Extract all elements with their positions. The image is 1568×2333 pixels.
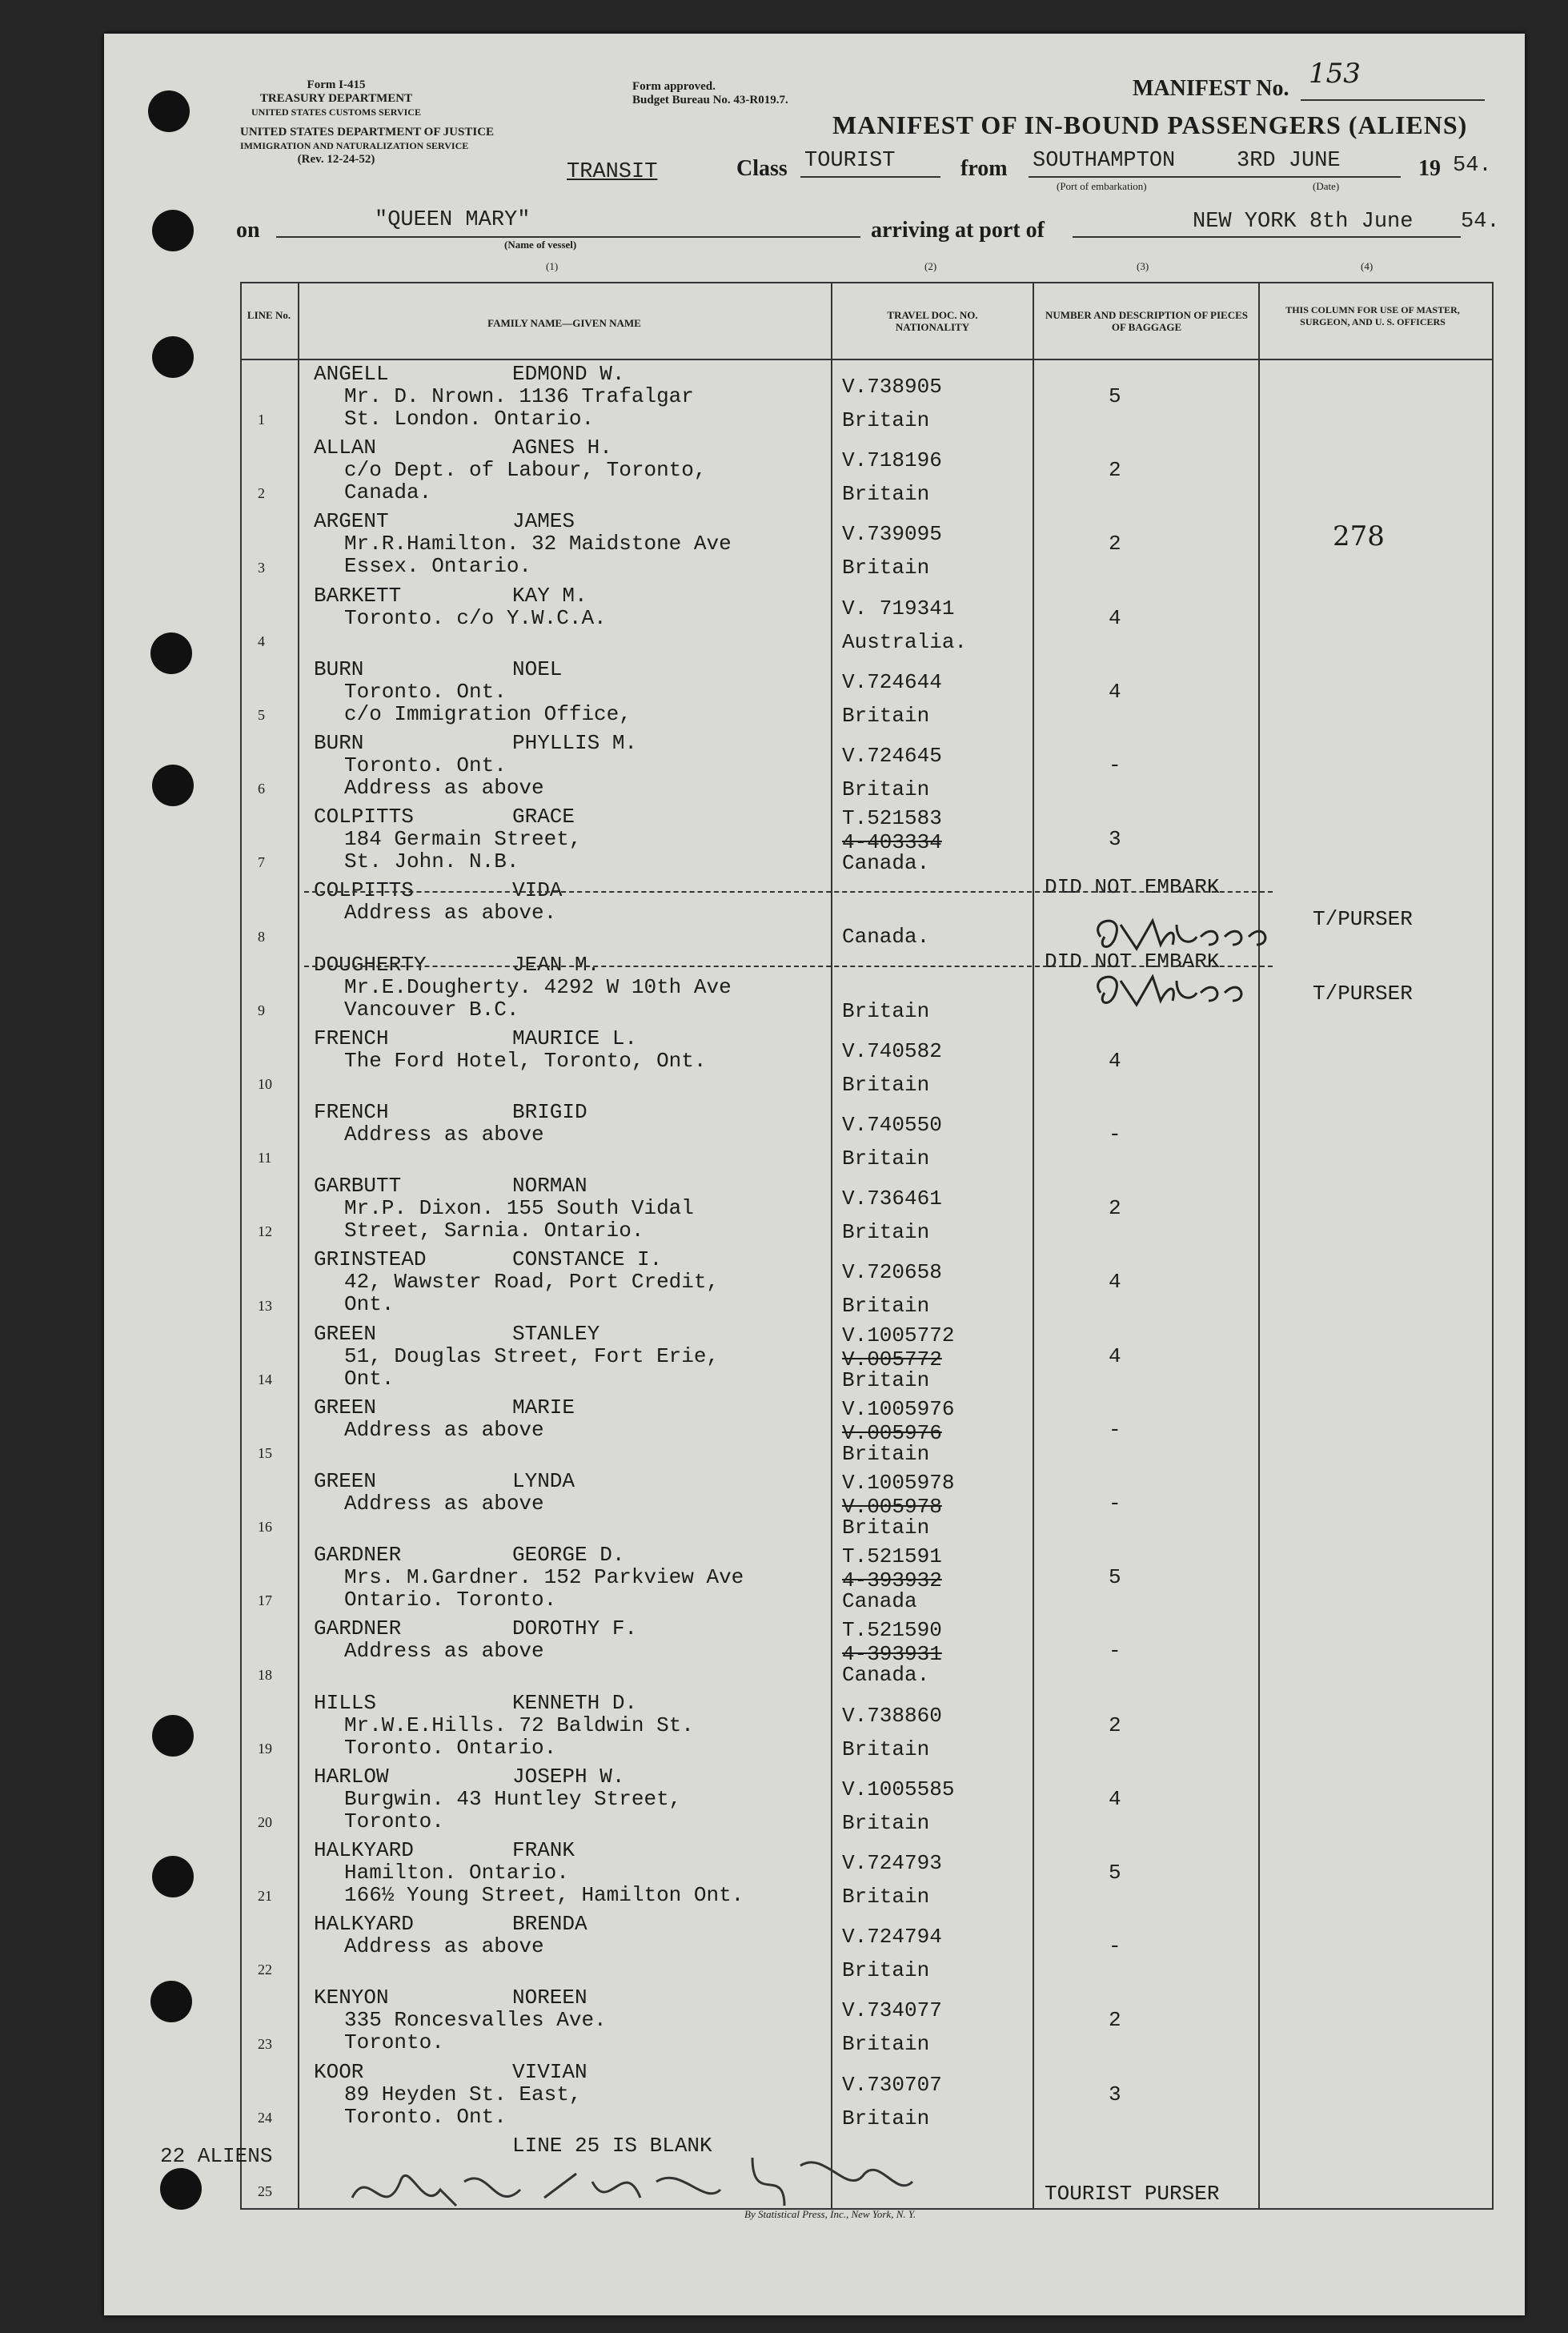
family-name: BARKETT [314, 583, 402, 608]
address-line-2: Toronto. Ont. [344, 2104, 507, 2129]
address-line-1: The Ford Hotel, Toronto, Ont. [344, 1048, 707, 1073]
vessel-name: "QUEEN MARY" [375, 208, 531, 232]
header-baggage: NUMBER AND DESCRIPTION OF PIECES OF BAGGAGE [1045, 309, 1249, 333]
given-name: GRACE [512, 805, 575, 829]
family-name: BURN [314, 731, 364, 755]
arrival-year: 54. [1461, 210, 1500, 234]
transit-label: TRANSIT [567, 160, 658, 184]
line-number: 11 [258, 1150, 272, 1166]
address-line-2: Ontario. Toronto. [344, 1588, 557, 1612]
line-number: 25 [258, 2182, 272, 2199]
baggage-count: 2 [1109, 458, 1121, 483]
table-row [240, 1541, 1492, 1615]
given-name: NORMAN [512, 1174, 587, 1199]
family-name: ARGENT [314, 509, 389, 534]
on-label: on [236, 218, 260, 243]
address-line-1: Mr.W.E.Hills. 72 Baldwin St. [344, 1713, 694, 1737]
line-number: 10 [258, 1075, 272, 1092]
family-name: GARDNER [314, 1616, 402, 1641]
address-line-1: Address as above [344, 1122, 544, 1146]
line-number: 22 [258, 1962, 272, 1978]
travel-doc-number: V.734077 [842, 1998, 942, 2023]
travel-doc-old: 4-393931 [842, 1642, 942, 1667]
address-line-1: 42, Wawster Road, Port Credit, [344, 1270, 720, 1295]
table-row [240, 1689, 1492, 1763]
port-underline [1029, 176, 1237, 178]
travel-doc-number: T.521590 [842, 1618, 942, 1643]
vessel-caption: (Name of vessel) [504, 239, 577, 251]
given-name: CONSTANCE I. [512, 1247, 663, 1272]
table-row [240, 1837, 1492, 1910]
table-row [240, 1763, 1492, 1837]
header-line-no: LINE No. [247, 309, 291, 321]
year-value: 54. [1453, 154, 1492, 178]
nationality: Britain [842, 1737, 930, 1761]
travel-doc-number: V.724794 [842, 1925, 942, 1950]
family-name: DOUGHERTY [314, 952, 427, 977]
manifest-number-label: MANIFEST No. [1133, 76, 1289, 101]
travel-doc-number: V.740582 [842, 1038, 942, 1063]
baggage-note: DID NOT EMBARK [1045, 949, 1220, 974]
nationality: Britain [842, 2032, 930, 2057]
address-line-1: Toronto. Ont. [344, 753, 507, 777]
address-line-1: Mr.R.Hamilton. 32 Maidstone Ave [344, 532, 732, 556]
binder-hole [152, 210, 194, 251]
purser-note: T/PURSER [1313, 907, 1413, 932]
table-row [240, 1394, 1492, 1468]
purser-note: T/PURSER [1313, 981, 1413, 1006]
travel-doc-number: T.521583 [842, 806, 942, 831]
binder-hole [148, 90, 190, 132]
col2-num: (2) [924, 260, 937, 272]
address-line-2: Toronto. [344, 2030, 444, 2055]
table-row [240, 1910, 1492, 1984]
given-name: PHYLLIS M. [512, 731, 638, 755]
travel-doc-number: V.736461 [842, 1187, 942, 1211]
address-line-2: Toronto. [344, 1809, 444, 1833]
baggage-count: - [1109, 1122, 1121, 1146]
given-name: KAY M. [512, 583, 587, 608]
nationality: Australia. [842, 629, 968, 654]
arrival-underline [1073, 236, 1461, 238]
family-name: FRENCH [314, 1026, 389, 1050]
line-number: 7 [258, 854, 265, 871]
address-line-2: St. John. N.B. [344, 849, 519, 874]
baggage-note: DID NOT EMBARK [1045, 875, 1220, 900]
family-name: GREEN [314, 1321, 377, 1346]
given-name: MAURICE L. [512, 1026, 638, 1050]
baggage-note: TOURIST PURSER [1045, 2181, 1220, 2206]
family-name: HALKYARD [314, 1838, 414, 1862]
line-number: 17 [258, 1592, 272, 1609]
baggage-count: 5 [1109, 384, 1121, 408]
travel-doc-number: V.1005978 [842, 1471, 955, 1495]
baggage-count: 4 [1109, 1343, 1121, 1368]
address-line-2: Essex. Ontario. [344, 554, 532, 579]
family-name: COLPITTS [314, 805, 414, 829]
family-name: HILLS [314, 1690, 377, 1715]
strike-line [304, 891, 1273, 893]
baggage-count: 4 [1109, 679, 1121, 704]
col4-num: (4) [1361, 260, 1374, 272]
line-number: 1 [258, 412, 265, 428]
baggage-count: 4 [1109, 1048, 1121, 1073]
nationality: Britain [842, 998, 930, 1023]
table-row [240, 1320, 1492, 1394]
baggage-count: - [1109, 1417, 1121, 1442]
header-name: FAMILY NAME—GIVEN NAME [487, 317, 641, 329]
line-number: 24 [258, 2109, 272, 2126]
address-line-1: Mrs. M.Gardner. 152 Parkview Ave [344, 1565, 744, 1590]
table-row [240, 1246, 1492, 1319]
nationality: Britain [842, 1885, 930, 1909]
baggage-count: 2 [1109, 1196, 1121, 1221]
table-row [240, 582, 1492, 656]
given-name: DOROTHY F. [512, 1616, 638, 1641]
address-line-2: 166½ Young Street, Hamilton Ont. [344, 1883, 744, 1907]
given-name: NOREEN [512, 1986, 587, 2010]
table-row [240, 1468, 1492, 1541]
manifest-number: 153 [1309, 58, 1361, 90]
travel-doc-number: V.718196 [842, 448, 942, 473]
travel-doc-number: V.724645 [842, 744, 942, 768]
nationality: Britain [842, 408, 930, 432]
line-number: 19 [258, 1740, 272, 1757]
form-approved: Form approved. [632, 80, 716, 93]
binder-hole [160, 2168, 202, 2210]
binder-hole [152, 1856, 194, 1897]
header-officers: THIS COLUMN FOR USE OF MASTER, SURGEON, AND U. S. OFFICERS [1285, 304, 1460, 327]
given-name: FRANK [512, 1838, 575, 1862]
date-caption: (Date) [1313, 180, 1340, 192]
vessel-underline [276, 236, 860, 238]
col3-num: (3) [1137, 260, 1149, 272]
table-row [240, 656, 1492, 729]
table-row [240, 1098, 1492, 1172]
line-number: 12 [258, 1223, 272, 1240]
family-name: HALKYARD [314, 1912, 414, 1937]
line-number: 6 [258, 781, 265, 797]
travel-doc-old: 4-403334 [842, 830, 942, 855]
travel-doc-old: V.005978 [842, 1495, 942, 1519]
address-line-2: Ont. [344, 1366, 395, 1391]
nationality: Britain [842, 1810, 930, 1835]
line-number: 16 [258, 1519, 272, 1536]
nationality: Canada [842, 1589, 917, 1614]
family-name: ANGELL [314, 362, 389, 386]
ins-line: IMMIGRATION AND NATURALIZATION SERVICE [240, 140, 469, 151]
class-underline [800, 176, 940, 178]
arriving-label: arriving at port of [871, 218, 1045, 243]
baggage-count: 2 [1109, 2008, 1121, 2033]
class-label: Class [736, 156, 788, 181]
nationality: Britain [842, 1441, 930, 1466]
table-row [240, 2058, 1492, 2132]
form-header-block [240, 78, 495, 167]
nationality: Britain [842, 1072, 930, 1097]
line-number: 14 [258, 1371, 272, 1387]
address-line-1: Address as above [344, 1492, 544, 1516]
travel-doc-number: V.1005585 [842, 1777, 955, 1801]
manifest-number-underline [1301, 99, 1485, 101]
given-name: LYNDA [512, 1469, 575, 1493]
aliens-count: 22 ALIENS [160, 2144, 273, 2168]
address-line-1: LINE 25 IS BLANK [512, 2133, 712, 2158]
travel-doc-number: V.720658 [842, 1260, 942, 1285]
address-line-1: 51, Douglas Street, Fort Erie, [344, 1343, 720, 1368]
travel-doc-number: V. 719341 [842, 596, 955, 620]
given-name: GEORGE D. [512, 1543, 625, 1568]
address-line-1: Address as above [344, 1417, 544, 1442]
address-line-1: Address as above. [344, 901, 557, 926]
baggage-count: 5 [1109, 1565, 1121, 1590]
travel-doc-old: 4-393932 [842, 1568, 942, 1593]
address-line-1: 184 Germain Street, [344, 827, 582, 852]
line-number: 15 [258, 1444, 272, 1461]
given-name: MARIE [512, 1395, 575, 1419]
port-caption: (Port of embarkation) [1057, 180, 1147, 192]
address-line-1: 89 Heyden St. East, [344, 2082, 582, 2106]
travel-doc-old: V.005772 [842, 1347, 942, 1371]
baggage-count: 4 [1109, 1270, 1121, 1295]
header-travel-doc: TRAVEL DOC. NO. NATIONALITY [887, 309, 978, 333]
form-number: Form I-415 [307, 78, 366, 91]
line-number: 2 [258, 485, 265, 502]
given-name: STANLEY [512, 1321, 600, 1346]
given-name: BRIGID [512, 1100, 587, 1124]
table-row [240, 729, 1492, 803]
table-row [240, 434, 1492, 508]
binder-hole [150, 632, 192, 674]
travel-doc-number: V.738860 [842, 1703, 942, 1728]
family-name: GREEN [314, 1469, 377, 1493]
nationality: Britain [842, 1146, 930, 1171]
table-row [240, 360, 1492, 434]
nationality: Britain [842, 777, 930, 801]
family-name: ALLAN [314, 436, 377, 460]
family-name: GARBUTT [314, 1174, 402, 1199]
table-row [240, 1984, 1492, 2058]
baggage-count: 5 [1109, 1861, 1121, 1885]
address-line-1: 335 Roncesvalles Ave. [344, 2008, 607, 2033]
given-name: VIVIAN [512, 2059, 587, 2084]
table-row [240, 508, 1492, 581]
customs-service: UNITED STATES CUSTOMS SERVICE [251, 106, 421, 118]
nationality: Britain [842, 556, 930, 580]
address-line-2: Vancouver B.C. [344, 997, 519, 1022]
address-line-2: Street, Sarnia. Ontario. [344, 1219, 644, 1243]
travel-doc-number: V.739095 [842, 522, 942, 547]
address-line-2: c/o Immigration Office, [344, 701, 632, 726]
given-name: BRENDA [512, 1912, 587, 1937]
family-name: HARLOW [314, 1764, 389, 1789]
table-row [240, 1172, 1492, 1246]
nationality: Britain [842, 1220, 930, 1245]
departure-date: 3RD JUNE [1237, 149, 1341, 173]
address-line-2: Toronto. Ontario. [344, 1735, 557, 1760]
line-number: 4 [258, 632, 265, 649]
dept-justice: UNITED STATES DEPARTMENT OF JUSTICE [240, 126, 495, 139]
baggage-count: 4 [1109, 605, 1121, 630]
address-line-2: Canada. [344, 480, 432, 505]
family-name: FRENCH [314, 1100, 389, 1124]
baggage-count: 3 [1109, 2082, 1121, 2106]
line-number: 21 [258, 1888, 272, 1905]
family-name: GARDNER [314, 1543, 402, 1568]
nationality: Canada. [842, 851, 930, 876]
table-row [240, 951, 1492, 1025]
travel-doc-number: V.1005976 [842, 1396, 955, 1421]
travel-doc-number: V.1005772 [842, 1323, 955, 1347]
given-name: JOSEPH W. [512, 1764, 625, 1789]
baggage-count: 2 [1109, 1713, 1121, 1737]
arrival-port: NEW YORK 8th June [1193, 210, 1414, 234]
table-row [240, 877, 1492, 950]
date-underline [1233, 176, 1401, 178]
revision: (Rev. 12-24-52) [297, 153, 375, 166]
line-number: 13 [258, 1297, 272, 1314]
binder-hole [152, 1715, 194, 1757]
nationality: Britain [842, 1516, 930, 1540]
nationality: Canada. [842, 1663, 930, 1688]
line-number: 9 [258, 1002, 265, 1018]
given-name: AGNES H. [512, 436, 612, 460]
address-line-2: St. London. Ontario. [344, 407, 595, 431]
printer-imprint: By Statistical Press, Inc., New York, N. Y. [744, 2208, 916, 2220]
table-row [240, 803, 1492, 877]
manifest-title: MANIFEST OF IN-BOUND PASSENGERS (ALIENS) [832, 110, 1468, 139]
nationality: Canada. [842, 925, 930, 950]
address-line-1: Toronto. Ont. [344, 679, 507, 704]
address-line-2: Ont. [344, 1292, 395, 1317]
family-name: KENYON [314, 1986, 389, 2010]
table-row [240, 1615, 1492, 1689]
binder-hole [152, 765, 194, 806]
family-name: GREEN [314, 1395, 377, 1419]
purser-initials-signature [1089, 913, 1297, 1025]
address-line-1: Address as above [344, 1934, 544, 1959]
travel-doc-old: V.005976 [842, 1420, 942, 1445]
nationality: Britain [842, 703, 930, 728]
officer-signature [336, 2134, 976, 2238]
given-name: EDMOND W. [512, 362, 625, 386]
address-line-1: Mr.P. Dixon. 155 South Vidal [344, 1196, 694, 1221]
line-number: 5 [258, 706, 265, 723]
baggage-count: - [1109, 1934, 1121, 1959]
treasury-department: TREASURY DEPARTMENT [259, 92, 413, 105]
family-name: GRINSTEAD [314, 1247, 427, 1272]
family-name: COLPITTS [314, 878, 414, 903]
baggage-count: - [1109, 753, 1121, 777]
travel-doc-number: V.724793 [842, 1851, 942, 1875]
given-name: NOEL [512, 657, 563, 681]
nationality: Britain [842, 1294, 930, 1319]
line-number: 8 [258, 928, 265, 945]
address-line-1: Address as above [344, 1639, 544, 1664]
baggage-count: - [1109, 1492, 1121, 1516]
col1-num: (1) [546, 260, 559, 272]
family-name: BURN [314, 657, 364, 681]
port-of-embarkation: SOUTHAMPTON [1033, 149, 1176, 173]
officer-note: 278 [1333, 520, 1385, 552]
given-name: JEAN M. [512, 952, 600, 977]
baggage-count: - [1109, 1639, 1121, 1664]
line-number: 18 [258, 1666, 272, 1683]
from-label: from [960, 156, 1008, 181]
address-line-1: Hamilton. Ontario. [344, 1861, 569, 1885]
budget-bureau: Budget Bureau No. 43-R019.7. [632, 94, 788, 106]
binder-hole [152, 336, 194, 378]
given-name: KENNETH D. [512, 1690, 638, 1715]
address-line-1: Toronto. c/o Y.W.C.A. [344, 605, 607, 630]
given-name: JAMES [512, 509, 575, 534]
nationality: Britain [842, 482, 930, 507]
baggage-count: 4 [1109, 1786, 1121, 1811]
travel-doc-number: T.521591 [842, 1544, 942, 1569]
baggage-count: 3 [1109, 827, 1121, 852]
nationality: Britain [842, 2106, 930, 2130]
address-line-2: Address as above [344, 776, 544, 800]
year-prefix: 19 [1418, 156, 1441, 181]
address-line-1: Burgwin. 43 Huntley Street, [344, 1786, 682, 1811]
binder-hole [150, 1981, 192, 2022]
address-line-1: c/o Dept. of Labour, Toronto, [344, 458, 707, 483]
line-number: 20 [258, 1813, 272, 1830]
family-name: KOOR [314, 2059, 364, 2084]
address-line-1: Mr. D. Nrown. 1136 Trafalgar [344, 384, 694, 408]
travel-doc-number: V.738905 [842, 375, 942, 399]
nationality: Britain [842, 1367, 930, 1392]
travel-doc-number: V.724644 [842, 669, 942, 694]
form-approval [632, 80, 788, 107]
given-name: VIDA [512, 878, 563, 903]
class-value: TOURIST [804, 149, 896, 173]
travel-doc-number: V.740550 [842, 1113, 942, 1137]
table-row [240, 1025, 1492, 1098]
line-number: 23 [258, 2035, 272, 2052]
nationality: Britain [842, 1958, 930, 1983]
line-number: 3 [258, 559, 265, 576]
travel-doc-number: V.730707 [842, 2072, 942, 2097]
baggage-count: 2 [1109, 532, 1121, 556]
address-line-1: Mr.E.Dougherty. 4292 W 10th Ave [344, 974, 732, 999]
